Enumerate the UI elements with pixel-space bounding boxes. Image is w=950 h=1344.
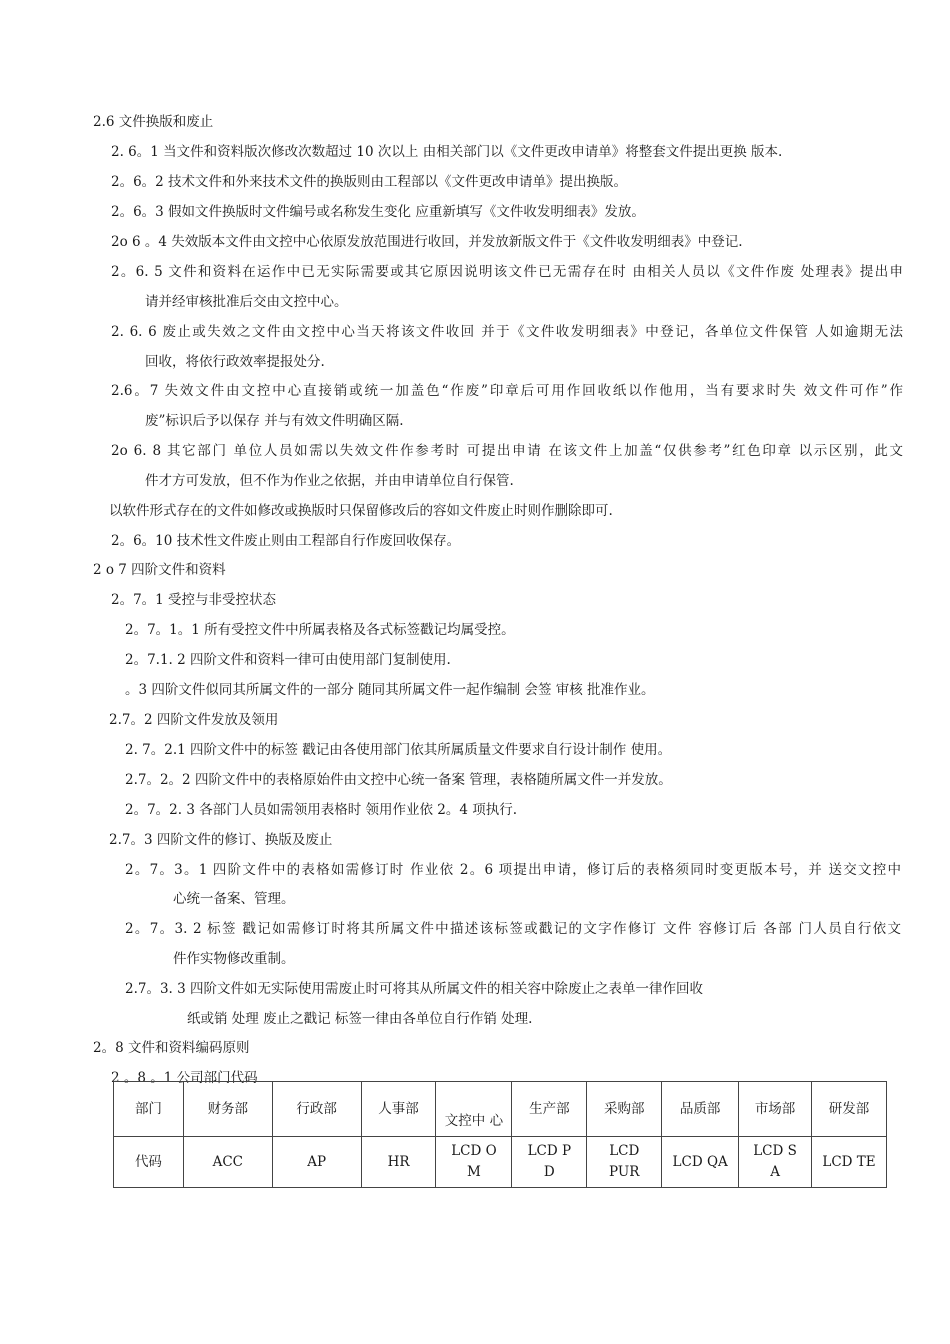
para-2-7-3-2: 2。7。3. 2 标签 戳记如需修订时将其所属文件中描述该标签或戳记的文字作修订 文件 容修订后 各部 门人员自行依文 xyxy=(125,921,901,937)
para-2-7-1-3: 。3 四阶文件似同其所属文件的一部分 随同其所属文件一起作编制 会签 审核 批准作业。 xyxy=(125,682,655,698)
table-cell: ACC xyxy=(183,1137,272,1188)
table-cell: LCD S A xyxy=(739,1137,812,1188)
para-2-6-3: 2。6。3 假如文件换版时文件编号或名称发生变化 应重新填写《文件收发明细表》发放。 xyxy=(111,204,645,220)
para-2-6-2: 2。6。2 技术文件和外来技术文件的换版则由工程部以《文件更改申请单》提出换版。 xyxy=(111,174,628,190)
para-2-6-7: 2.6。7 失效文件由文控中心直接销或统一加盖色“作废”印章后可用作回收纸以作他用，当有要求时失 效文件可作”作 xyxy=(111,383,903,399)
para-2-6-9: 以软件形式存在的文件如修改或换版时只保留修改后的容如文件废止时则作删除即可. xyxy=(109,503,613,519)
para-2-6-6: 2. 6. 6 废止或失效之文件由文控中心当天将该文件收回 并于《文件收发明细表》中登记，各单位文件保管 人如逾期无法 xyxy=(111,324,903,340)
table-cell: HR xyxy=(361,1137,436,1188)
table-cell: 财务部 xyxy=(183,1082,272,1137)
para-2-6-5: 2。6. 5 文件和资料在运作中已无实际需要或其它原因说明该文件已无需存在时 由相关人员以《文件作废 处理表》提出申 xyxy=(111,264,903,280)
table-cell: LCD QA xyxy=(662,1137,739,1188)
table-cell: LCD TE xyxy=(812,1137,887,1188)
table-cell: 人事部 xyxy=(361,1082,436,1137)
para-2-6-1: 2. 6。1 当文件和资料版次修改次数超过 10 次以上 由相关部门以《文件更改申请单》将整套文件提出更换 版本. xyxy=(111,144,783,160)
department-code-table xyxy=(113,1081,887,1188)
table-cell: 市场部 xyxy=(739,1082,812,1137)
heading-2-8-1: 2 。8 。1 公司部门代码 xyxy=(111,1070,258,1086)
para-2-6-8: 2o 6. 8 其它部门 单位人员如需以失效文件作参考时 可提出申请 在该文件上加盖“仅供参考”红色印章 以示区别，此文 xyxy=(111,443,903,459)
heading-2-7-2: 2.7。2 四阶文件发放及领用 xyxy=(109,712,279,728)
table-cell: 文控中 心 xyxy=(436,1082,512,1137)
heading-2-6: 2.6 文件换版和废止 xyxy=(93,114,214,130)
para-2-7-3-1: 2。7。3。1 四阶文件中的表格如需修订时 作业依 2。6 项提出申请，修订后的表格须同时变更版本号，并 送交文控中 xyxy=(125,862,901,878)
heading-2-8: 2。8 文件和资料编码原则 xyxy=(93,1040,250,1056)
table-cell: 行政部 xyxy=(272,1082,361,1137)
table-cell: 代码 xyxy=(114,1137,184,1188)
table-cell: LCD O M xyxy=(436,1137,512,1188)
para-2-6-4: 2o 6 。4 失效版本文件由文控中心依原发放范围进行收回，并发放新版文件于《文件收发明细表》中登记. xyxy=(111,234,743,250)
para-2-7-1-1: 2。7。1。1 所有受控文件中所属表格及各式标签戳记均属受控。 xyxy=(125,622,515,638)
para-2-6-6-cont: 回收，将依行政效率提报处分. xyxy=(145,354,325,370)
para-2-7-3-3: 2.7。3. 3 四阶文件如无实际使用需废止时可将其从所属文件的相关容中除废止之表单一律作回收 xyxy=(125,981,704,997)
table-cell: 采购部 xyxy=(587,1082,662,1137)
para-2-7-3-2-cont: 件作实物修改重制。 xyxy=(173,951,295,967)
para-2-7-3-1-cont: 心统一备案、管理。 xyxy=(173,891,295,907)
para-2-7-2-3: 2。7。2. 3 各部门人员如需领用表格时 领用作业依 2。4 项执行. xyxy=(125,802,518,818)
heading-2-7-1: 2。7。1 受控与非受控状态 xyxy=(111,592,277,608)
para-2-7-2-1: 2. 7。2.1 四阶文件中的标签 戳记由各使用部门依其所属质量文件要求自行设计制作 使用。 xyxy=(125,742,672,758)
heading-2-7-3: 2.7。3 四阶文件的修订、换版及废止 xyxy=(109,832,333,848)
para-2-7-3-3-cont: 纸或销 处理 废止之戳记 标签一律由各单位自行作销 处理. xyxy=(187,1011,533,1027)
table-cell: 品质部 xyxy=(662,1082,739,1137)
table-row xyxy=(114,1137,887,1188)
table-cell: 生产部 xyxy=(512,1082,587,1137)
heading-2-7: 2 o 7 四阶文件和资料 xyxy=(93,562,226,578)
table-cell: LCD P D xyxy=(512,1137,587,1188)
para-2-6-5-cont: 请并经审核批准后交由文控中心。 xyxy=(145,294,348,310)
para-2-6-7-cont: 废”标识后予以保存 并与有效文件明确区隔. xyxy=(145,413,404,429)
para-2-6-10: 2。6。10 技术性文件废止则由工程部自行作废回收保存。 xyxy=(111,533,461,549)
table-cell: 部门 xyxy=(114,1082,184,1137)
table-cell: LCD PUR xyxy=(587,1137,662,1188)
para-2-7-2-2: 2.7。2。2 四阶文件中的表格原始件由文控中心统一备案 管理，表格随所属文件一并发放。 xyxy=(125,772,672,788)
table-cell: AP xyxy=(272,1137,361,1188)
para-2-6-8-cont: 件才方可发放，但不作为作业之依据，并由申请单位自行保管. xyxy=(145,473,514,489)
table-row xyxy=(114,1082,887,1137)
para-2-7-1-2: 2。7.1. 2 四阶文件和资料一律可由使用部门复制使用. xyxy=(125,652,451,668)
table-cell: 研发部 xyxy=(812,1082,887,1137)
